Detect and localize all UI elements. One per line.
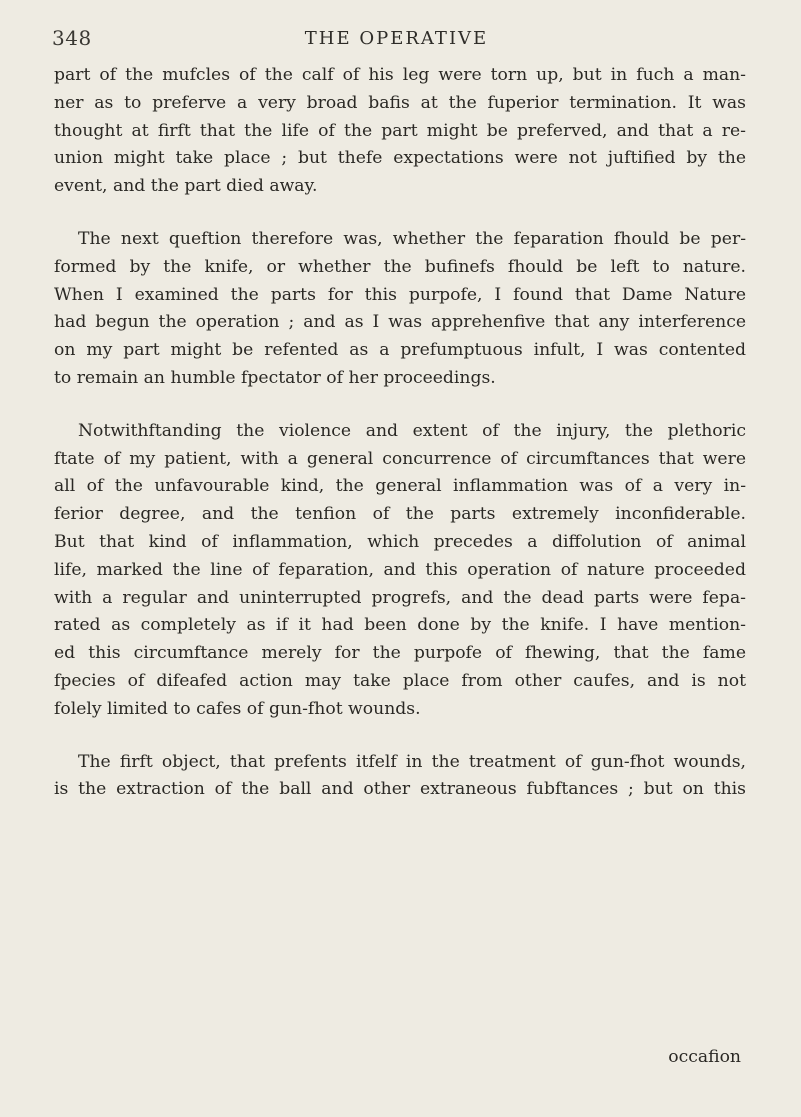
text-line: event, and the part died away.: [54, 176, 318, 197]
text-line: all of the unfavourable kind, the general inflammation was of a very in-: [54, 476, 746, 497]
text-line: union might take place ; but thefe expectations were not juftified by the: [54, 148, 746, 169]
text-line: thought at firft that the life of the part might be preferved, and that a re-: [54, 120, 746, 141]
text-line: formed by the knife, or whether the bufinefs fhould be left to nature.: [54, 256, 746, 277]
text-line: ferior degree, and the tenfion of the parts extremely inconfiderable.: [54, 504, 746, 525]
text-line: ed this circumftance merely for the purpofe of fhewing, that the fame: [54, 643, 746, 664]
text-line: Notwithftanding the violence and extent of the injury, the plethoric: [78, 420, 746, 441]
text-line: with a regular and uninterrupted progrefs, and the dead parts were fepa-: [54, 587, 746, 608]
page-number: 348: [52, 26, 92, 50]
paragraph: [54, 418, 746, 724]
text-line: is the extraction of the ball and other extraneous fubftances ; but on this: [54, 779, 746, 800]
text-line: ftate of my patient, with a general concurrence of circumftances that were: [54, 448, 746, 469]
body-text: [54, 62, 746, 829]
paragraph: [54, 226, 746, 393]
text-line: part of the mufcles of the calf of his leg were torn up, but in fuch a man-: [54, 65, 746, 85]
text-line: fpecies of difeafed action may take place from other caufes, and is not: [54, 670, 746, 691]
text-line: had begun the operation ; and as I was apprehenfive that any interference: [54, 312, 746, 333]
text-line: But that kind of inflammation, which precedes a diffolution of animal: [54, 531, 746, 552]
text-line: ner as to preferve a very broad bafis at the fuperior termination. It was: [54, 92, 746, 113]
text-line: on my part might be refented as a prefumptuous infult, I was contented: [54, 340, 746, 361]
text-line: rated as completely as if it had been done by the knife. I have mention-: [54, 615, 746, 636]
text-line: folely limited to cafes of gun-fhot wounds.: [54, 698, 421, 719]
text-line: The firft object, that prefents itfelf in the treatment of gun-fhot wounds,: [78, 751, 746, 772]
catchword: occafion: [668, 1047, 741, 1067]
text-line: When I examined the parts for this purpofe, I found that Dame Nature: [54, 284, 746, 305]
text-line: to remain an humble fpectator of her proceedings.: [54, 367, 496, 388]
running-head: THE OPERATIVE: [304, 28, 489, 49]
text-line: The next queftion therefore was, whether the feparation fhould be per-: [78, 228, 746, 249]
page-header: [52, 26, 741, 56]
text-line: life, marked the line of feparation, and this operation of nature proceeded: [54, 559, 746, 580]
paragraph: [54, 62, 746, 201]
paragraph: [54, 749, 746, 805]
